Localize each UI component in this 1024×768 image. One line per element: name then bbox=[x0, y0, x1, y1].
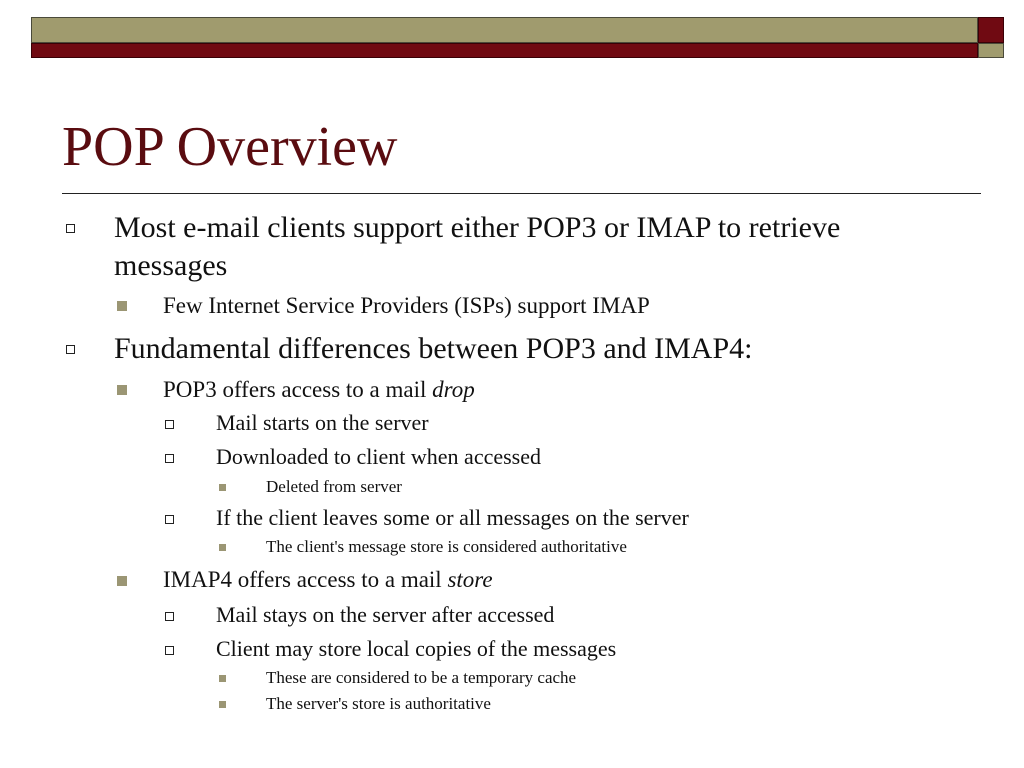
bullet-text-line: Most e-mail clients support either POP3 or IMAP to retrieve bbox=[114, 211, 841, 244]
bullet-text: Fundamental differences between POP3 and IMAP4: bbox=[114, 332, 753, 365]
hollow-square-bullet-icon bbox=[165, 646, 174, 655]
bullet-text: Mail stays on the server after accessed bbox=[216, 602, 555, 627]
hollow-square-bullet-icon bbox=[165, 515, 174, 524]
bullet-text: The server's store is authoritative bbox=[266, 694, 491, 713]
hollow-square-bullet-icon bbox=[165, 612, 174, 621]
bullet-text-main: POP3 offers access to a mail bbox=[163, 377, 433, 402]
bullet-text: The client's message store is considered authoritative bbox=[266, 537, 627, 556]
bullet-text-line: messages bbox=[114, 249, 228, 282]
filled-square-bullet-icon bbox=[117, 385, 127, 395]
hollow-square-bullet-icon bbox=[165, 420, 174, 429]
filled-square-bullet-icon bbox=[219, 701, 226, 708]
filled-square-bullet-icon bbox=[219, 675, 226, 682]
bullet-text bbox=[163, 566, 493, 594]
hollow-square-bullet-icon bbox=[66, 224, 75, 233]
filled-square-bullet-icon bbox=[117, 301, 127, 311]
filled-square-bullet-icon bbox=[219, 544, 226, 551]
slide-title: POP Overview bbox=[62, 116, 398, 178]
filled-square-bullet-icon bbox=[117, 576, 127, 586]
bullet-text: If the client leaves some or all messages on the server bbox=[216, 505, 689, 530]
bullet-text: Client may store local copies of the messages bbox=[216, 636, 617, 661]
bullet-text bbox=[163, 376, 475, 404]
bullet-text: These are considered to be a temporary cache bbox=[266, 668, 577, 687]
hollow-square-bullet-icon bbox=[66, 345, 75, 354]
bullet-text: Mail starts on the server bbox=[216, 410, 429, 435]
bullet-text: Few Internet Service Providers (ISPs) support IMAP bbox=[163, 293, 650, 318]
bullet-text-emphasis: store bbox=[447, 567, 493, 592]
bullet-text: Downloaded to client when accessed bbox=[216, 444, 541, 469]
bullet-text-main: IMAP4 offers access to a mail bbox=[163, 567, 448, 592]
filled-square-bullet-icon bbox=[219, 484, 226, 491]
bullet-text: Deleted from server bbox=[266, 477, 402, 496]
hollow-square-bullet-icon bbox=[165, 454, 174, 463]
bullet-text-emphasis: drop bbox=[432, 377, 475, 402]
